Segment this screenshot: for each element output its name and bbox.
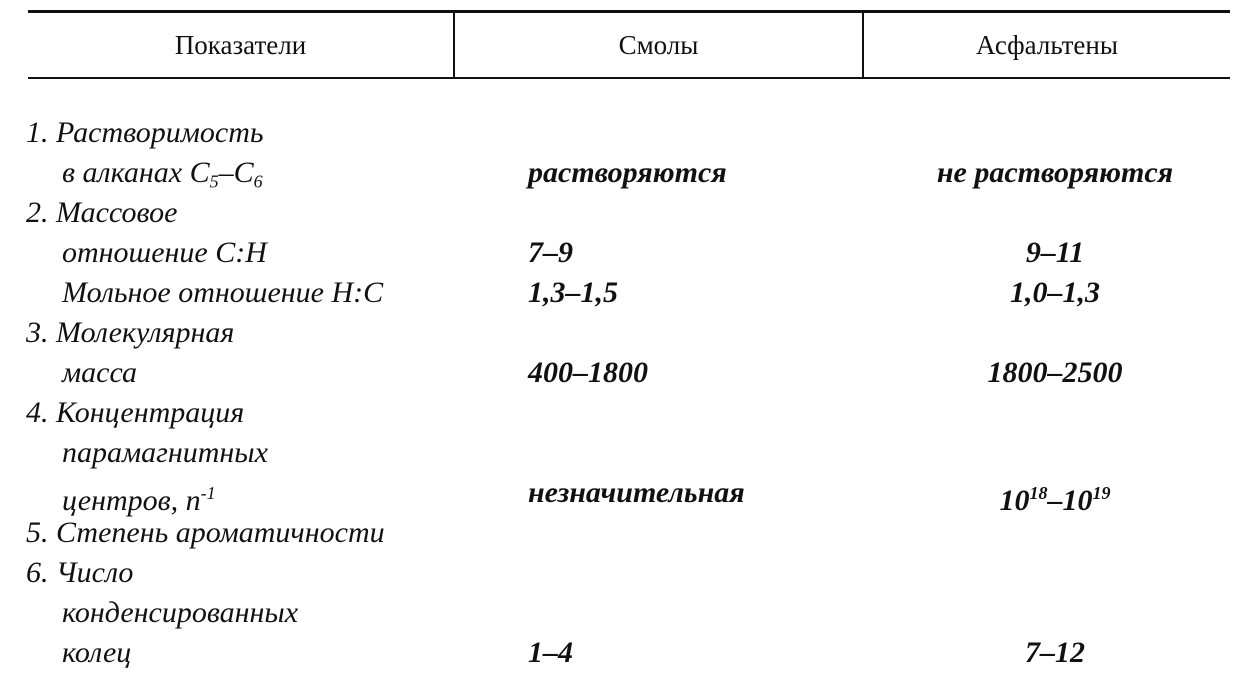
table-top-rule [28, 10, 1230, 13]
row-label: 5. Степень ароматичности [26, 516, 385, 549]
row-label: 2. Массовое [26, 196, 178, 229]
row-label: конденсированных [62, 596, 299, 629]
table-row [0, 513, 1243, 553]
row-label: 1. Растворимость [26, 116, 264, 149]
asphaltenes-value: 7–12 [1025, 636, 1085, 669]
asphaltenes-value: не растворяются [936, 156, 1174, 189]
row-label: колец [62, 636, 132, 669]
table-row [0, 313, 1243, 353]
table-row [0, 593, 1243, 633]
asphaltenes-value: 9–11 [1025, 236, 1085, 269]
row-label: в алканах $C_5-C_6$ [62, 156, 263, 192]
table-row [0, 393, 1243, 433]
table-row [0, 153, 1243, 193]
header-indicators: Показатели [174, 30, 307, 60]
row-label: Мольное отношение H:C [62, 276, 384, 309]
asphaltenes-value: $10^{18}-10^{19}$ [999, 483, 1111, 517]
asphaltenes-value: 1800–2500 [987, 356, 1123, 389]
row-label: 6. Число [26, 556, 134, 589]
row-label: масса [62, 356, 137, 389]
resins-value: 7–9 [528, 236, 573, 269]
table-row [0, 633, 1243, 673]
resins-value: 1,3–1,5 [528, 276, 618, 309]
table-row [0, 193, 1243, 233]
table-row [0, 233, 1243, 273]
resins-value: 400–1800 [528, 356, 648, 389]
row-label: парамагнитных [62, 436, 268, 469]
table-row [0, 113, 1243, 153]
resins-value: 1–4 [528, 636, 573, 669]
table-row [0, 473, 1243, 517]
header-resins: Смолы [618, 30, 699, 60]
header-bottom-rule [28, 77, 1230, 79]
table-row [0, 273, 1243, 313]
header-asphaltenes: Асфальтены [976, 30, 1118, 60]
asphaltenes-value: 1,0–1,3 [1010, 276, 1100, 309]
row-label: 4. Концентрация [26, 396, 245, 429]
row-label: центров, $n^{-1}$ [62, 483, 216, 517]
row-label: отношение C:H [62, 236, 267, 269]
table-row [0, 553, 1243, 593]
row-label: 3. Молекулярная [26, 316, 235, 349]
table-row [0, 433, 1243, 473]
resins-value: растворяются [528, 156, 727, 189]
table-row [0, 353, 1243, 393]
resins-value: незначительная [528, 476, 745, 509]
